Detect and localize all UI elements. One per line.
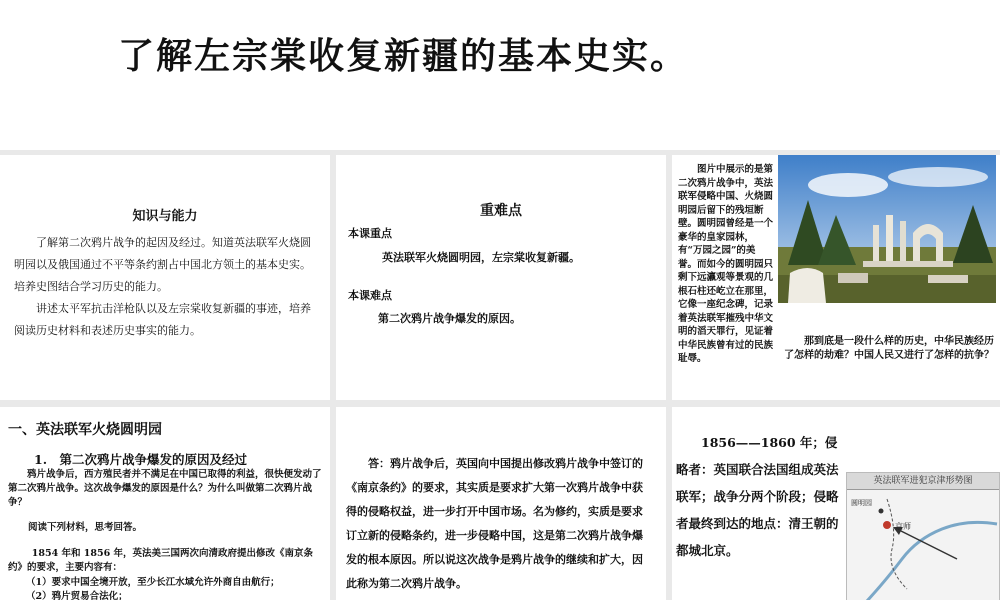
map-drawing (847, 489, 999, 600)
key-text: 英法联军火烧圆明园，左宗棠收复新疆。 (382, 251, 580, 264)
read-instruction: 阅读下列材料，思考回答。 (28, 522, 143, 533)
panel-knowledge (0, 155, 330, 400)
war-overview-text: 1856——1860 年；侵略者：英国联合法国组成英法联军；战争分两个阶段；侵略者最终到达的地点：清王朝的都城北京。 (676, 435, 839, 558)
invasion-map (846, 472, 1000, 600)
key-label: 本课重点 (348, 227, 392, 240)
section-heading: 一、英法联军火烧圆明园 (8, 422, 162, 438)
content-grid (0, 150, 1000, 600)
knowledge-para-2: 讲述太平军抗击洋枪队以及左宗棠收复新疆的事迹，培养阅读历史材料和表述历史事实的能力。 (14, 302, 311, 337)
knowledge-para-1: 了解第二次鸦片战争的起因及经过。知道英法联军火烧圆明园以及俄国通过不平等条约割占中国北方领土的基本史实。培养史图结合学习历史的能力。 (14, 236, 311, 293)
ruins-image (778, 155, 996, 303)
map-label-beijing: 京师 (895, 522, 911, 531)
answer-text: 答：鸦片战争后，英国向中国提出修改鸦片战争中签订的《南京条约》的要求，其实质是要求扩大第一次鸦片战争中获得的侵略权益，进一步打开中国市场。名为修约，实质是要求订立新的侵略条约，进一步侵略中国，这是第二次鸦片战争爆发的根本原因。所以说这次战争是鸦片战争的继续和扩大，因此称为第二次鸦片战争。 (346, 457, 643, 590)
panel-answer (336, 407, 666, 600)
panel-key-points (336, 155, 666, 400)
difficulty-text: 第二次鸦片战争爆发的原因。 (378, 312, 521, 325)
page-title: 了解左宗棠收复新疆的基本史实。 (118, 35, 689, 77)
material-item-1: （1）要求中国全境开放，至少长江水域允许外商自由航行； (26, 577, 280, 588)
subsection-heading: 1. 第二次鸦片战争爆发的原因及经过 (34, 452, 248, 467)
panel-heading-key-points: 重难点 (480, 203, 522, 219)
reflection-question: 那到底是一段什么样的历史，中华民族经历了怎样的劫难？中国人民又进行了怎样的抗争？ (784, 336, 994, 361)
panel-heading-knowledge: 知识与能力 (132, 209, 198, 224)
yuanmingyuan-ruins-photo (778, 155, 996, 303)
photo-caption: 图片中展示的是第二次鸦片战争中，英法联军侵略中国、火烧圆明园后留下的残垣断壁。圆明园曾经是一个豪华的皇家园林，有“万园之园”的美誉。而如今的圆明园只剩下远瀛观等景观的几根石柱还屹立在那里，它像一座纪念碑，记录着英法联军摧残中华文明的滔天罪行，见证着中华民族曾有过的民族耻辱。 (678, 164, 774, 364)
panel-war-overview (672, 407, 1000, 600)
difficulty-label: 本课难点 (348, 289, 392, 302)
map-label-yuanmingyuan: 圆明园 (851, 499, 872, 507)
material-text: 1854 年和 1856 年，英法美三国两次向清政府提出修改《南京条约》的要求，主要内容有： (8, 548, 314, 573)
material-item-2: （2）鸦片贸易合法化； (26, 591, 128, 600)
intro-question: 鸦片战争后，西方殖民者并不满足在中国已取得的利益，很快便发动了第二次鸦片战争。这次战争爆发的原因是什么？为什么叫做第二次鸦片战争？ (8, 469, 322, 508)
panel-yuanmingyuan (672, 155, 1000, 400)
map-title: 英法联军进犯京津形势图 (847, 473, 999, 490)
panel-section-one (0, 407, 330, 600)
